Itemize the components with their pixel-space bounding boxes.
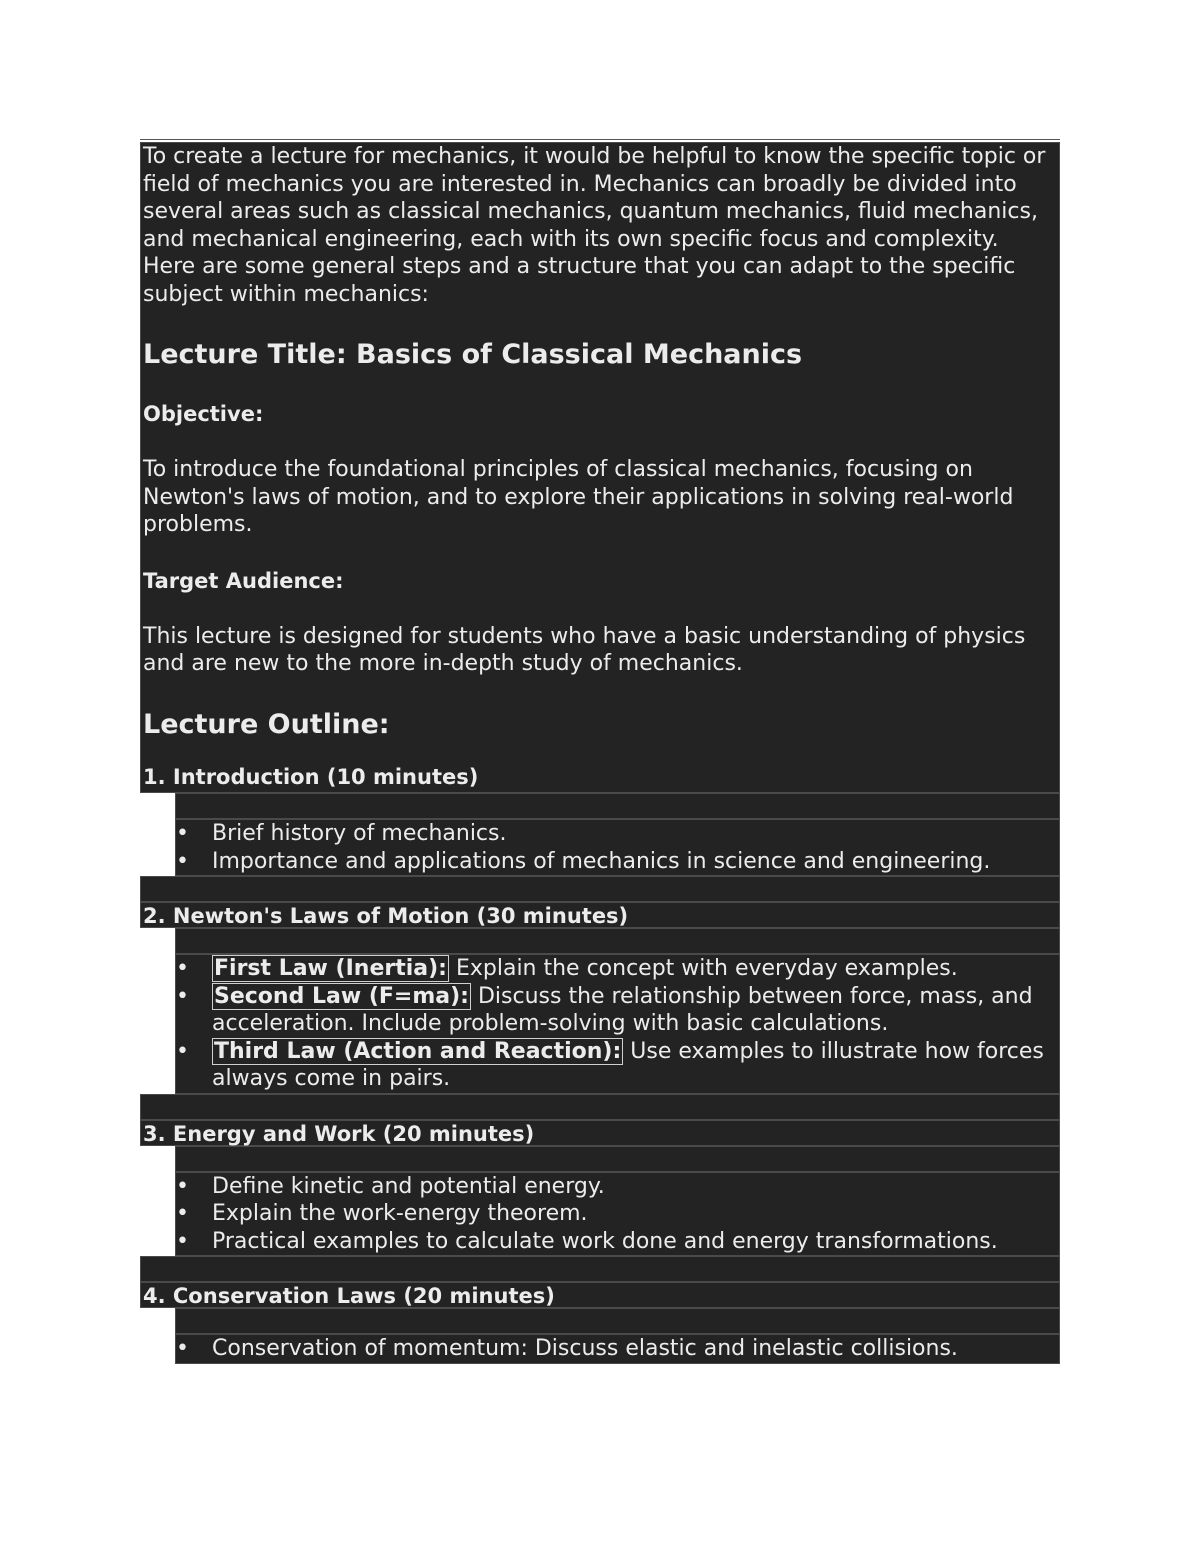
bullet-icon: • xyxy=(176,983,189,1009)
top-rule xyxy=(140,139,1060,140)
lecture-title: Lecture Title: Basics of Classical Mechanics xyxy=(143,339,803,370)
list-item-text: Brief history of mechanics. xyxy=(212,821,507,846)
list-item xyxy=(176,1228,1059,1256)
section-3-list xyxy=(175,1172,1060,1257)
spacer-bar xyxy=(175,928,1060,954)
list-item-text: Explain the work-energy theorem. xyxy=(212,1201,588,1226)
list-item xyxy=(176,1200,1059,1228)
audience-heading: Target Audience: xyxy=(143,568,344,593)
bullet-icon: • xyxy=(176,1201,189,1226)
bullet-icon: • xyxy=(176,821,189,846)
list-item-text: Use examples to illustrate how forces always come in pairs. xyxy=(212,1038,1044,1091)
bullet-icon: • xyxy=(176,848,189,874)
document-page xyxy=(140,142,1060,1364)
intro-paragraph: To create a lecture for mechanics, it would be helpful to know the specific topic or field of mechanics you are interested in. Mechanics can broadly be divided into several areas such as classical mechanics, quantum mechanics, fluid mechanics, and mechanical engineering, each with its own specific focus and complexity. Here are some general steps and a structure that you can adapt to the specific subject within mechanics: xyxy=(143,144,1046,307)
section-4-list xyxy=(175,1334,1060,1364)
list-item xyxy=(176,1038,1059,1093)
objective-text: To introduce the foundational principles of classical mechanics, focusing on Newton's laws of motion, and to explore their applications in solving real-world problems. xyxy=(143,457,1014,537)
list-item xyxy=(176,1173,1059,1201)
list-item xyxy=(176,848,1059,876)
section-heading-3: 3. Energy and Work (20 minutes) xyxy=(140,1120,1060,1146)
section-heading-1: 1. Introduction (10 minutes) xyxy=(143,764,479,789)
law-term: Third Law (Action and Reaction): xyxy=(214,1038,622,1064)
list-item-text: Define kinetic and potential energy. xyxy=(212,1173,605,1199)
spacer-bar xyxy=(140,1256,1060,1282)
section-2-list xyxy=(175,954,1060,1094)
law-term: Second Law (F=ma): xyxy=(214,983,469,1009)
spacer-bar xyxy=(175,1146,1060,1172)
list-item xyxy=(176,983,1059,1038)
spacer-bar xyxy=(175,1308,1060,1334)
section-heading-4: 4. Conservation Laws (20 minutes) xyxy=(140,1282,1060,1308)
bullet-icon: • xyxy=(176,956,189,981)
bullet-icon: • xyxy=(176,1038,189,1064)
list-item xyxy=(176,955,1059,983)
list-item xyxy=(176,1335,1059,1363)
bullet-icon: • xyxy=(176,1336,189,1361)
spacer-bar xyxy=(140,1094,1060,1120)
spacer-bar xyxy=(175,793,1060,819)
list-item-text: Explain the concept with everyday examples. xyxy=(448,956,958,981)
outline-heading: Lecture Outline: xyxy=(143,708,390,740)
objective-heading: Objective: xyxy=(143,402,264,426)
bullet-icon: • xyxy=(176,1173,189,1199)
list-item-text: Importance and applications of mechanics in science and engineering. xyxy=(212,848,991,874)
bullet-icon: • xyxy=(176,1228,189,1254)
intro-block xyxy=(140,142,1060,793)
spacer-bar xyxy=(140,876,1060,902)
list-item-text: Practical examples to calculate work done and energy transformations. xyxy=(212,1228,998,1254)
list-item xyxy=(176,820,1059,848)
list-item-text: Conservation of momentum: Discuss elastic and inelastic collisions. xyxy=(212,1336,958,1361)
audience-text: This lecture is designed for students who have a basic understanding of physics and are new to the more in-depth study of mechanics. xyxy=(143,623,1026,676)
section-heading-2: 2. Newton's Laws of Motion (30 minutes) xyxy=(140,902,1060,928)
law-term: First Law (Inertia): xyxy=(214,956,447,981)
list-item-text: Discuss the relationship between force, mass, and acceleration. Include problem-solving with basic calculations. xyxy=(212,983,1033,1036)
section-1-list xyxy=(175,819,1060,876)
